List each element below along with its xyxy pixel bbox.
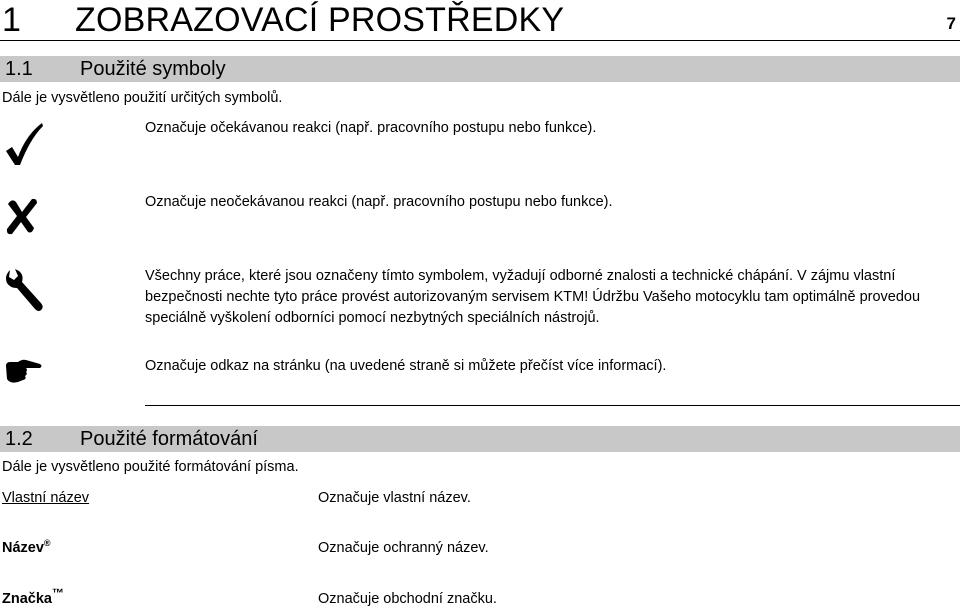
section-number: 1.1: [5, 58, 33, 80]
section-heading-bar: [0, 426, 960, 452]
section-intro: Dále je vysvětleno použití určitých symbolů.: [2, 90, 283, 106]
symbol-description: Označuje očekávanou reakci (např. pracovního postupu nebo funkce).: [145, 120, 597, 136]
section-heading-bar: [0, 56, 960, 82]
format-label: [2, 538, 51, 559]
checkmark-icon: [4, 121, 44, 167]
format-label-text: Vlastní název: [2, 490, 90, 506]
pointing-hand-icon: [4, 358, 44, 386]
format-label: [2, 488, 89, 509]
format-description: Označuje obchodní značku.: [318, 591, 497, 607]
section-number: 1.2: [5, 428, 33, 450]
header-rule: [0, 40, 960, 41]
chapter-title: ZOBRAZOVACÍ PROSTŘEDKY: [75, 1, 565, 39]
registered-mark: ®: [43, 538, 51, 549]
cross-icon: [4, 196, 40, 236]
format-label: [2, 586, 64, 610]
section-title: Použité formátování: [80, 428, 258, 450]
section-title: Použité symboly: [80, 58, 226, 80]
wrench-icon: [4, 268, 44, 314]
chapter-number: 1: [2, 1, 21, 39]
format-label-text: Název: [2, 540, 44, 556]
page-number: 7: [946, 14, 956, 33]
symbol-description: Označuje neočekávanou reakci (např. pracovního postupu nebo funkce).: [145, 194, 613, 210]
format-description: Označuje vlastní název.: [318, 490, 471, 506]
trademark-mark: ™: [51, 586, 64, 601]
format-label-text: Značka: [2, 591, 52, 607]
format-description: Označuje ochranný název.: [318, 540, 489, 556]
section-intro: Dále je vysvětleno použité formátování písma.: [2, 459, 299, 475]
symbol-description: Označuje odkaz na stránku (na uvedené straně si můžete přečíst více informací).: [145, 358, 667, 374]
symbol-description: Všechny práce, které jsou označeny tímto symbolem, vyžadují odborné znalosti a technické chápání. V zájmu vlastní bezpečnosti nechte tyto práce provést autorizovaným servisem KTM! Údržbu Vašeho motocyklu tam optimálně provedou speciálně vyškolení odborníci pomocí nezbytných speciálních nástrojů.: [145, 268, 921, 326]
section-divider: [145, 405, 960, 406]
